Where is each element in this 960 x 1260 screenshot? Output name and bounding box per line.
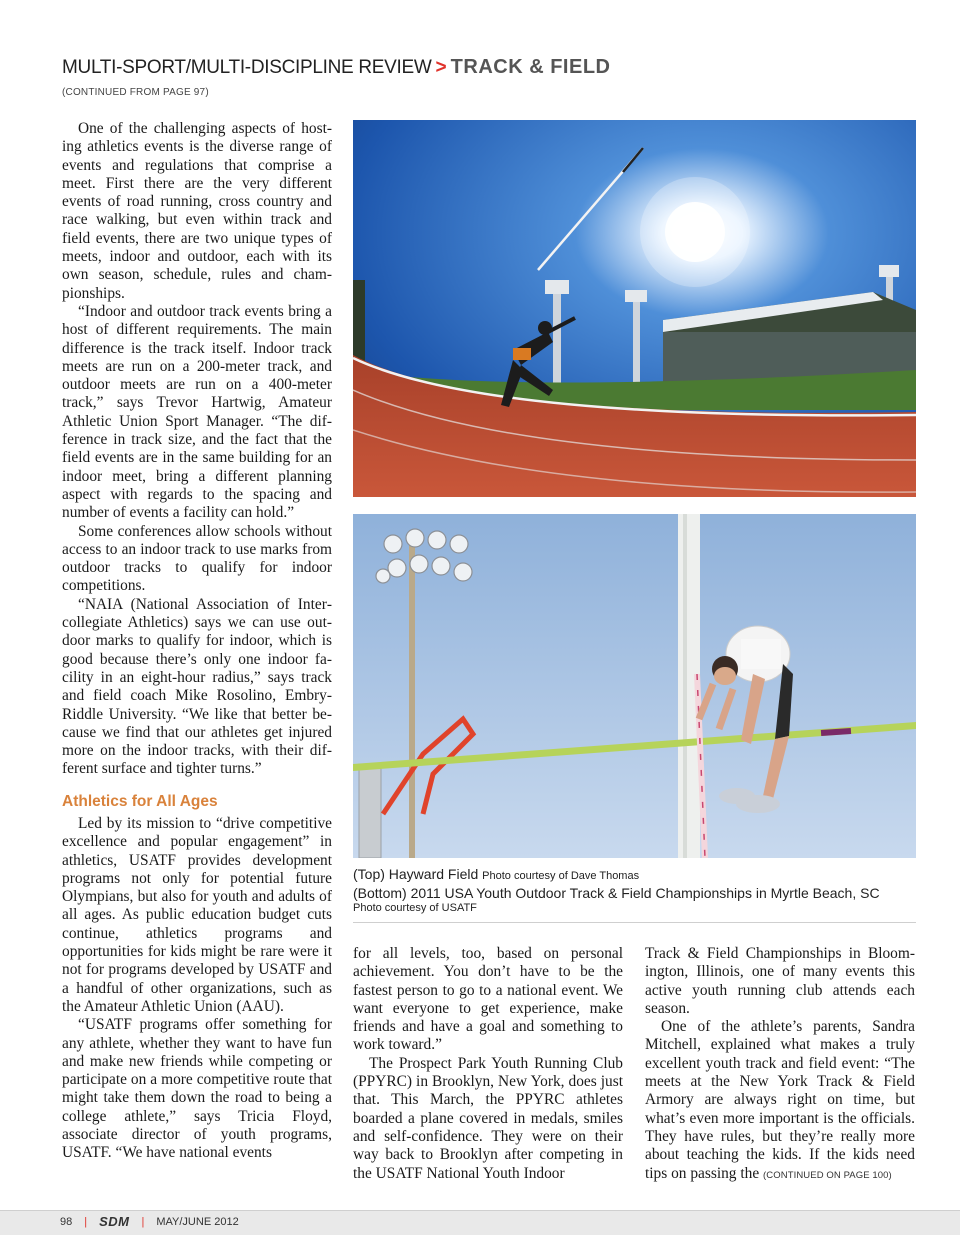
- paragraph: One of the challenging aspects of hosting athletics events is the diverse range of events and regulations that comprise a meet. First there are the very different events of road running, cross country and race walking, but even within track and field events, there are two unique types of meets, indoor and outdoor, each with its own season, schedule, rules and championships.: [62, 120, 332, 302]
- section-title: MULTI-SPORT/MULTI-DISCIPLINE REVIEW: [62, 57, 432, 78]
- footer-separator: |: [84, 1215, 88, 1228]
- brand-logo: SDM: [99, 1214, 130, 1229]
- photo-hayward-field: [353, 120, 916, 497]
- paragraph: “NAIA (National Association of Intercollegiate Athletics) says we can use outdoor marks to qualify for indoor, which is good because there’s only one indoor facility in an eight-hour radius,” says track and field coach Mike Rosolino, Embry-Riddle University. “We like that better because we find that our athletes get injured more on the indoor tracks, with their different surface and tighter turns.”: [62, 595, 332, 778]
- caption-top-credit: Photo courtesy of Dave Thomas: [482, 870, 640, 882]
- page-footer: [60, 1214, 239, 1229]
- paragraph: Some conferences allow schools without access to an indoor track to use marks from outdoor tracks to qualify for indoor competitions.: [62, 522, 332, 595]
- paragraph: “Indoor and outdoor track events bring a host of different requirements. The main difference is the track itself. Indoor track meets are run on a 200-meter track, and outdoor meets are run on a 400-meter track,” says Trevor Hartwig, Amateur Athletic Union Sport Manager. “The difference in track size, and the fact that the field events are in the same building for an indoor meet, bring a different planning aspect with regards to the spacing and number of events a facility can hold.”: [62, 302, 332, 522]
- paragraph: “USATF programs offer something for any athlete, whether they want to have fun and make new friends while competing or participate on a more competitive route that might take them down the road to being a college athlete,” says Tricia Floyd, associate director of youth programs, USATF. “We have national events: [62, 1016, 332, 1162]
- topic-title: TRACK & FIELD: [450, 56, 611, 78]
- page-number: 98: [60, 1215, 73, 1228]
- caption-top-label: (Top) Hayward Field: [353, 866, 479, 882]
- pole-vault-illustration: [353, 514, 916, 858]
- caption-divider: [353, 922, 916, 923]
- photo-captions: [353, 866, 916, 914]
- caption-bottom-label: (Bottom) 2011 USA Youth Outdoor Track & Field Championships in Myrtle Beach, SC: [353, 885, 880, 901]
- issue-date: MAY/JUNE 2012: [156, 1215, 239, 1228]
- header-arrow: >: [435, 57, 447, 78]
- paragraph: Led by its mission to “drive competitive excellence and popular engagement” in athletics, USATF provides development programs not only for potential future Olympians, but also for youth and adults of all ages. As public education budget cuts continue, athletics programs and opportunities for kids might be rare were it not for programs developed by USATF and a handful of other organizations, such as the Amateur Athletic Union (AAU).: [62, 814, 332, 1015]
- footer-separator: |: [141, 1215, 145, 1228]
- caption-top: [353, 866, 916, 885]
- continued-on-link[interactable]: (CONTINUED ON PAGE 100): [763, 1169, 892, 1181]
- paragraph-text: One of the athlete’s parents, Sandra Mitchell, explained what makes a truly excellent youth track and field event: “The meets at the New York Track & Field Armory are always right on time, but what’s even more important is the officials. They have rules, but they’re really more about teaching the kids. If the kids need tips on passing the: [645, 1018, 915, 1182]
- page-header: [62, 56, 922, 79]
- continued-from-note: (CONTINUED FROM PAGE 97): [62, 87, 209, 98]
- photo-pole-vault: [353, 514, 916, 858]
- article-column-middle: [353, 945, 623, 1183]
- caption-bottom-credit: Photo courtesy of USATF: [353, 902, 477, 914]
- paragraph: for all levels, too, based on personal achievement. You don’t have to be the fastest person to go to a national event. We want everyone to get experience, make friends and have a goal and something to work toward.”: [353, 945, 623, 1054]
- paragraph: Track & Field Championships in Bloomington, Illinois, one of many events this active youth running club attends each season.: [645, 945, 915, 1017]
- article-column-left: [62, 120, 332, 1163]
- paragraph: [645, 1018, 915, 1185]
- paragraph: The Prospect Park Youth Running Club (PPYRC) in Brooklyn, New York, does just that. This March, the PPYRC athletes boarded a plane covered in medals, smiles and self-confidence. They were on their way back to Brooklyn after competing in the USATF National Youth Indoor: [353, 1054, 623, 1182]
- subheading-athletics-for-all-ages: Athletics for All Ages: [62, 792, 218, 810]
- javelin-stadium-illustration: [353, 120, 916, 497]
- article-column-right: [645, 945, 915, 1185]
